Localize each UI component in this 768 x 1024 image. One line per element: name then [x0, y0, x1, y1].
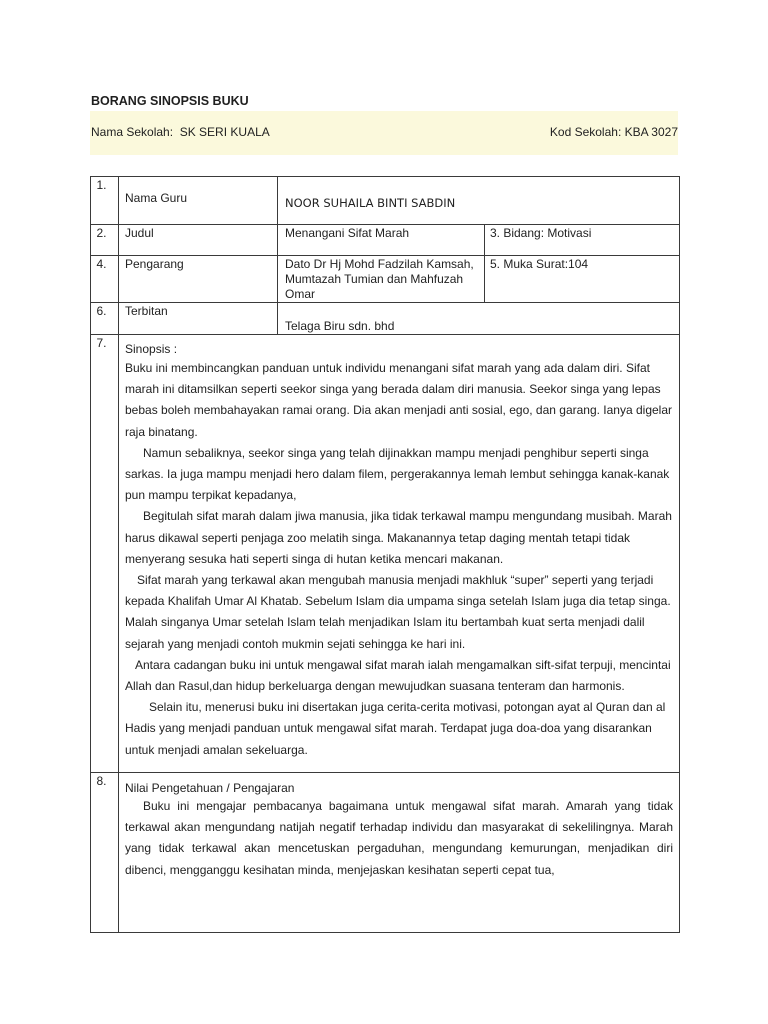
- synopsis-label: Sinopsis :: [125, 342, 178, 356]
- field-bidang: 3. Bidang: Motivasi: [485, 225, 680, 256]
- synopsis-paragraph: Sifat marah yang terkawal akan mengubah manusia menjadi makhluk “super” seperti yang terjadi kepada Khalifah Umar Al Khatab. Sebelum Islam dia umpama singa setelah Islam juga dia tetap singa. Malah singanya Umar setelah Islam telah menjadikan Islam itu bertambah kuat serta menjadi dalil sejarah yang menjadi contoh mukmin sejati sehingga ke hari ini.: [125, 573, 671, 651]
- row-number: 7.: [91, 335, 119, 773]
- synopsis-paragraph: Namun sebaliknya, seekor singa yang telah dijinakkan mampu menjadi penghibur seperti singa sarkas. Ia juga mampu menjadi hero dalam filem, pergerakannya lemah lembut sehingga kanak-kanak pun mampu terpikat kepadanya,: [125, 445, 670, 503]
- field-label: Nama Guru: [119, 177, 278, 225]
- synopsis-section: [119, 335, 680, 773]
- book-publisher: Telaga Biru sdn. bhd: [278, 303, 680, 335]
- row-number: 6.: [91, 303, 119, 335]
- form-title: BORANG SINOPSIS BUKU: [91, 94, 249, 108]
- field-label: Pengarang: [119, 256, 278, 303]
- row-number: 8.: [91, 773, 119, 933]
- synopsis-form-table: [90, 176, 680, 933]
- table-row: [91, 335, 680, 773]
- row-number: 4.: [91, 256, 119, 303]
- nilai-paragraph: Buku ini mengajar pembacanya bagaimana untuk mengawal sifat marah. Amarah yang tidak terkawal akan mengundang natijah negatif terhadap individu dan masyarakat di sekelilingnya. Marah yang tidak terkawal akan mencetuskan pergaduhan, mengundang kemurungan, menjadikan diri dibenci, mengganggu kesihatan minda, menjejaskan kesihatan seperti cepat tua,: [125, 799, 673, 877]
- school-info-bar: [90, 111, 678, 155]
- teacher-name: NOOR SUHAILA BINTI SABDIN: [278, 177, 680, 225]
- nilai-label: Nilai Pengetahuan / Pengajaran: [125, 781, 295, 795]
- table-row: [91, 177, 680, 225]
- synopsis-paragraph: Begitulah sifat marah dalam jiwa manusia, jika tidak terkawal mampu mengundang musibah. Marah harus dikawal seperti penjaga zoo melatih singa. Makanannya tetap daging mentah tetapi tidak menyerang sesuka hati seperti singa di hutan ketika mencari makanan.: [125, 509, 672, 566]
- table-row: [91, 225, 680, 256]
- table-row: [91, 303, 680, 335]
- book-title: Menangani Sifat Marah: [278, 225, 485, 256]
- table-row: [91, 773, 680, 933]
- field-label: Judul: [119, 225, 278, 256]
- field-label: Terbitan: [119, 303, 278, 335]
- synopsis-paragraph: Selain itu, menerusi buku ini disertakan juga cerita-cerita motivasi, potongan ayat al Quran dan al Hadis yang menjadi panduan untuk mengawal sifat marah. Terdapat juga doa-doa yang disarankan untuk menjadi amalan sekeluarga.: [125, 700, 666, 757]
- synopsis-paragraph: Buku ini membincangkan panduan untuk individu menangani sifat marah yang ada dalam diri. Sifat marah ini ditamsilkan seperti seekor singa yang berada dalam diri manusia. Seekor singa yang lepas bebas boleh membahayakan ramai orang. Dia akan menjadi anti sosial, ego, dan garang. Ianya digelar raja binatang.: [125, 361, 673, 439]
- school-code: Kod Sekolah: KBA 3027: [549, 125, 678, 139]
- synopsis-paragraph: Antara cadangan buku ini untuk mengawal sifat marah ialah mengamalkan sift-sifat terpuji, mencintai Allah dan Rasul,dan hidup berkeluarga dengan mewujudkan suasana tenteram dan harmonis.: [125, 657, 671, 694]
- nilai-section: [119, 773, 680, 933]
- row-number: 1.: [91, 177, 119, 225]
- field-muka-surat: 5. Muka Surat:104: [485, 256, 680, 303]
- school-name: Nama Sekolah: SK SERI KUALA: [91, 125, 270, 139]
- book-author: Dato Dr Hj Mohd Fadzilah Kamsah, Mumtazah Tumian dan Mahfuzah Omar: [278, 256, 485, 303]
- row-number: 2.: [91, 225, 119, 256]
- table-row: [91, 256, 680, 303]
